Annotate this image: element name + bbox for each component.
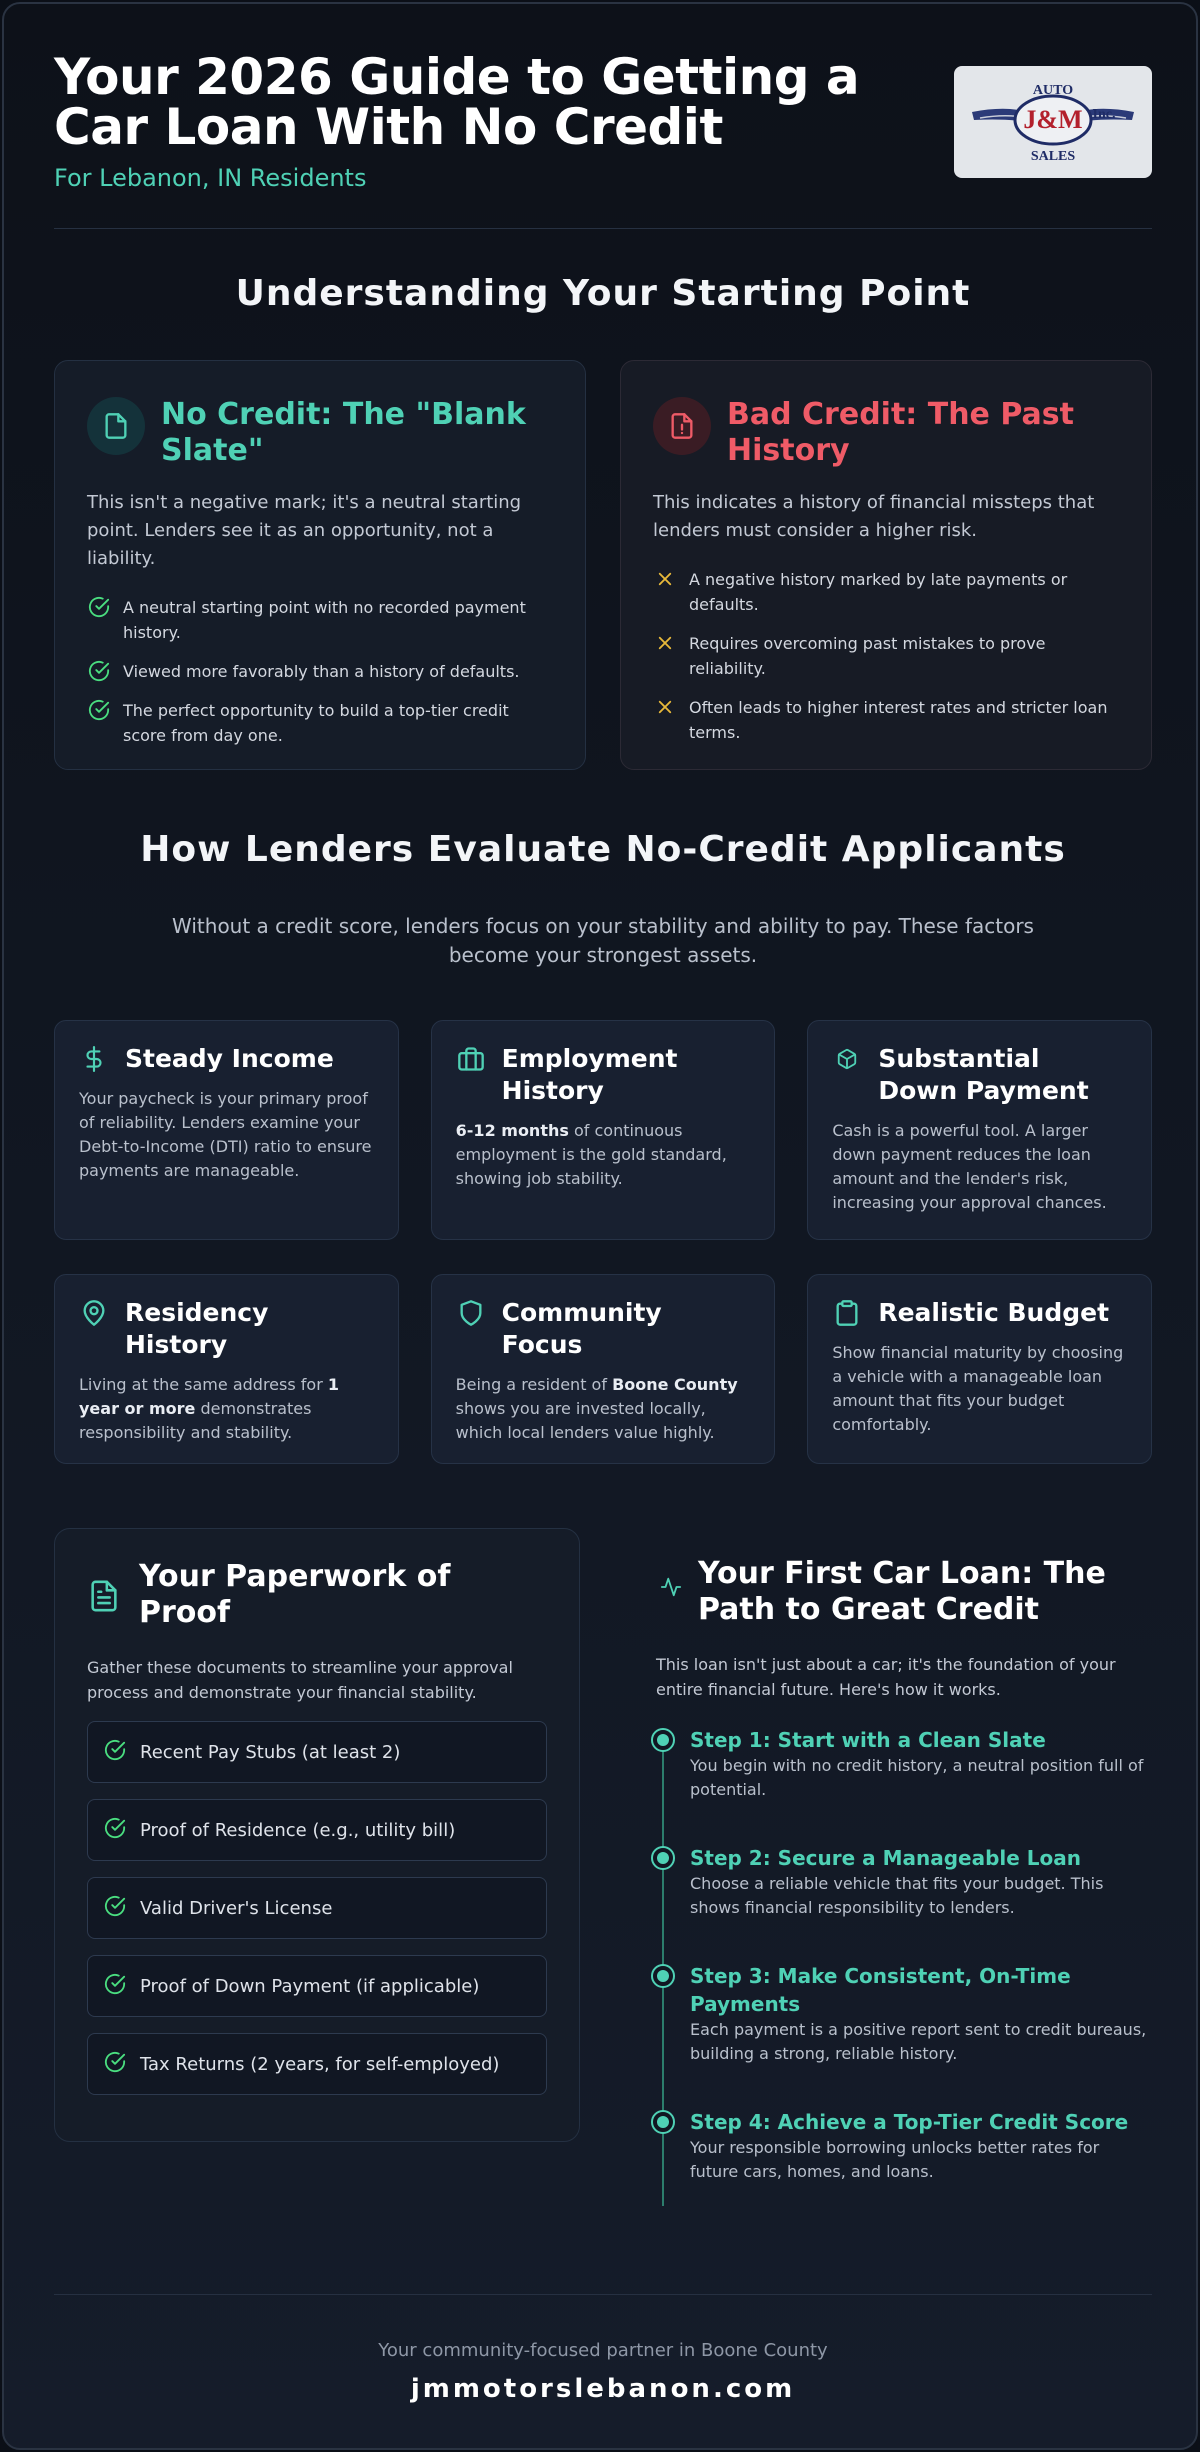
logo-mark-text: J&M bbox=[1023, 105, 1083, 134]
step-text: Choose a reliable vehicle that fits your budget. This shows financial responsibility to lenders. bbox=[690, 1874, 1104, 1917]
point-text: Viewed more favorably than a history of defaults. bbox=[123, 662, 520, 681]
factor-description bbox=[832, 1119, 1127, 1215]
check-circle-icon bbox=[104, 1895, 126, 1922]
factor-title: Substantial Down Payment bbox=[878, 1044, 1089, 1105]
document-item bbox=[87, 1799, 547, 1861]
step-dot-icon bbox=[651, 1846, 675, 1870]
bad-credit-description: This indicates a history of financial missteps that lenders must consider a higher risk. bbox=[653, 492, 1095, 541]
list-item bbox=[87, 698, 553, 748]
list-item bbox=[87, 595, 553, 645]
list-item bbox=[653, 631, 1119, 681]
timeline-step bbox=[656, 1844, 1152, 1920]
factor-description bbox=[79, 1373, 374, 1445]
point-text: Requires overcoming past mistakes to prove reliability. bbox=[689, 634, 1046, 678]
step-title: Step 3: Make Consistent, On-Time Payments bbox=[690, 1964, 1071, 2016]
x-mark-icon bbox=[653, 695, 677, 719]
path-description: This loan isn't just about a car; it's the foundation of your entire financial future. Here's how it works. bbox=[656, 1655, 1116, 1699]
point-text: Often leads to higher interest rates and stricter loan terms. bbox=[689, 698, 1108, 742]
x-mark-icon bbox=[653, 631, 677, 655]
header-divider bbox=[54, 228, 1152, 229]
factor-grid-row-2 bbox=[54, 1274, 1152, 1464]
step-dot-icon bbox=[651, 1964, 675, 1988]
credit-path-section bbox=[656, 1556, 1152, 2226]
timeline-step bbox=[656, 1962, 1152, 2066]
factor-bold-text: 6-12 months bbox=[455, 1121, 569, 1140]
timeline-step bbox=[656, 2108, 1152, 2184]
credit-comparison bbox=[54, 360, 1152, 770]
factor-title: Employment History bbox=[501, 1044, 678, 1105]
check-circle-icon bbox=[104, 1817, 126, 1844]
factor-title: Community Focus bbox=[501, 1298, 662, 1359]
step-text: Each payment is a positive report sent to credit bureaus, building a strong, reliable history. bbox=[690, 2020, 1147, 2063]
check-circle-icon bbox=[104, 1973, 126, 2000]
logo-bottom-text: SALES bbox=[1030, 149, 1076, 164]
bad-credit-card bbox=[620, 360, 1152, 770]
no-credit-card bbox=[54, 360, 586, 770]
factor-text: Living at the same address for bbox=[79, 1375, 328, 1394]
factor-title: Steady Income bbox=[125, 1044, 334, 1073]
point-text: A neutral starting point with no recorded payment history. bbox=[123, 598, 526, 642]
check-circle-icon bbox=[87, 698, 111, 722]
factor-title: Realistic Budget bbox=[878, 1298, 1110, 1327]
no-credit-points bbox=[87, 595, 553, 748]
document-icon bbox=[87, 397, 145, 455]
paperwork-title: Your Paperwork of Proof bbox=[139, 1559, 451, 1630]
point-text: A negative history marked by late payments or defaults. bbox=[689, 570, 1068, 614]
document-label: Valid Driver's License bbox=[140, 1897, 333, 1919]
step-title: Step 4: Achieve a Top-Tier Credit Score bbox=[690, 2110, 1129, 2134]
bad-credit-points bbox=[653, 567, 1119, 745]
infographic-frame bbox=[2, 2, 1198, 2450]
factor-card-income bbox=[54, 1020, 399, 1240]
document-label: Recent Pay Stubs (at least 2) bbox=[140, 1741, 401, 1763]
check-circle-icon bbox=[87, 659, 111, 683]
list-item bbox=[653, 567, 1119, 617]
no-credit-description: This isn't a negative mark; it's a neutral starting point. Lenders see it as an opportunity, not a liability. bbox=[87, 492, 522, 569]
list-item bbox=[87, 659, 553, 684]
activity-icon bbox=[660, 1556, 682, 1602]
no-credit-title: No Credit: The "Blank Slate" bbox=[161, 397, 526, 468]
factor-text: Cash is a powerful tool. A larger down payment reduces the loan amount and the lender's risk, increasing your approval chances. bbox=[832, 1121, 1107, 1212]
bad-credit-title: Bad Credit: The Past History bbox=[727, 397, 1074, 468]
website-link[interactable]: jmmotorslebanon.com bbox=[410, 2374, 796, 2404]
point-text: The perfect opportunity to build a top-tier credit score from day one. bbox=[123, 701, 509, 745]
step-dot-icon bbox=[651, 2110, 675, 2134]
factor-text: Show financial maturity by choosing a vehicle with a manageable loan amount that fits your budget comfortably. bbox=[832, 1343, 1124, 1434]
starting-point-title: Understanding Your Starting Point bbox=[235, 273, 971, 314]
step-title: Step 1: Start with a Clean Slate bbox=[690, 1728, 1046, 1752]
document-item bbox=[87, 1955, 547, 2017]
document-item bbox=[87, 2033, 547, 2095]
factor-title: Residency History bbox=[125, 1298, 269, 1359]
check-circle-icon bbox=[104, 1739, 126, 1766]
factor-description bbox=[456, 1373, 751, 1445]
alert-document-icon bbox=[653, 397, 711, 455]
logo-top-text: AUTO bbox=[1032, 83, 1074, 98]
factor-text: Your paycheck is your primary proof of reliability. Lenders examine your Debt-to-Income (DTI) ratio to ensure payments are manageable. bbox=[79, 1089, 372, 1180]
step-text: Your responsible borrowing unlocks better rates for future cars, homes, and loans. bbox=[690, 2138, 1100, 2181]
step-text: You begin with no credit history, a neutral position full of potential. bbox=[690, 1756, 1144, 1799]
shield-icon bbox=[456, 1297, 486, 1329]
factor-text: demonstrates responsibility and stability. bbox=[79, 1399, 312, 1442]
step-title: Step 2: Secure a Manageable Loan bbox=[690, 1846, 1082, 1870]
factor-bold-text: 1 year or more bbox=[79, 1375, 339, 1418]
file-text-icon bbox=[87, 1559, 123, 1619]
paperwork-card bbox=[54, 1528, 580, 2142]
header bbox=[54, 48, 1152, 192]
page-subtitle: For Lebanon, IN Residents bbox=[54, 164, 367, 192]
dollar-icon bbox=[79, 1043, 109, 1075]
document-label: Tax Returns (2 years, for self-employed) bbox=[140, 2053, 500, 2075]
factor-card-employment bbox=[431, 1020, 776, 1240]
evaluation-title: How Lenders Evaluate No-Credit Applicants bbox=[140, 829, 1066, 870]
footer-divider bbox=[54, 2294, 1152, 2295]
page-title: Your 2026 Guide to Getting a Car Loan With No Credit bbox=[54, 48, 860, 156]
factor-text: Being a resident of bbox=[455, 1375, 613, 1394]
footer-tagline: Your community-focused partner in Boone County bbox=[378, 2340, 828, 2361]
factor-text: shows you are invested locally, which local lenders value highly. bbox=[455, 1399, 715, 1442]
briefcase-icon bbox=[456, 1043, 486, 1075]
factor-card-residency bbox=[54, 1274, 399, 1464]
timeline-step bbox=[656, 1726, 1152, 1802]
clipboard-icon bbox=[832, 1297, 862, 1329]
document-item bbox=[87, 1877, 547, 1939]
document-label: Proof of Residence (e.g., utility bill) bbox=[140, 1819, 456, 1841]
check-circle-icon bbox=[87, 595, 111, 619]
timeline bbox=[656, 1726, 1152, 2184]
cube-icon bbox=[832, 1043, 862, 1075]
factor-bold-text: Boone County bbox=[612, 1375, 738, 1394]
factor-card-budget bbox=[807, 1274, 1152, 1464]
path-title: Your First Car Loan: The Path to Great Credit bbox=[698, 1556, 1106, 1627]
paperwork-description: Gather these documents to streamline your approval process and demonstrate your financial stability. bbox=[87, 1658, 513, 1702]
logo-suffix-text: Inc. bbox=[1092, 107, 1116, 122]
factor-description bbox=[456, 1119, 751, 1191]
factor-description bbox=[832, 1341, 1127, 1437]
evaluation-intro: Without a credit score, lenders focus on your stability and ability to pay. These factors become your strongest assets. bbox=[172, 914, 1034, 967]
step-dot-icon bbox=[651, 1728, 675, 1752]
factor-text: of continuous employment is the gold standard, showing job stability. bbox=[455, 1121, 727, 1188]
document-label: Proof of Down Payment (if applicable) bbox=[140, 1975, 480, 1997]
check-circle-icon bbox=[104, 2051, 126, 2078]
factor-grid-row-1 bbox=[54, 1020, 1152, 1240]
list-item bbox=[653, 695, 1119, 745]
factor-card-down-payment bbox=[807, 1020, 1152, 1240]
location-pin-icon bbox=[79, 1297, 109, 1329]
company-logo bbox=[954, 66, 1152, 178]
x-mark-icon bbox=[653, 567, 677, 591]
factor-card-community bbox=[431, 1274, 776, 1464]
document-item bbox=[87, 1721, 547, 1783]
factor-description bbox=[79, 1087, 374, 1183]
